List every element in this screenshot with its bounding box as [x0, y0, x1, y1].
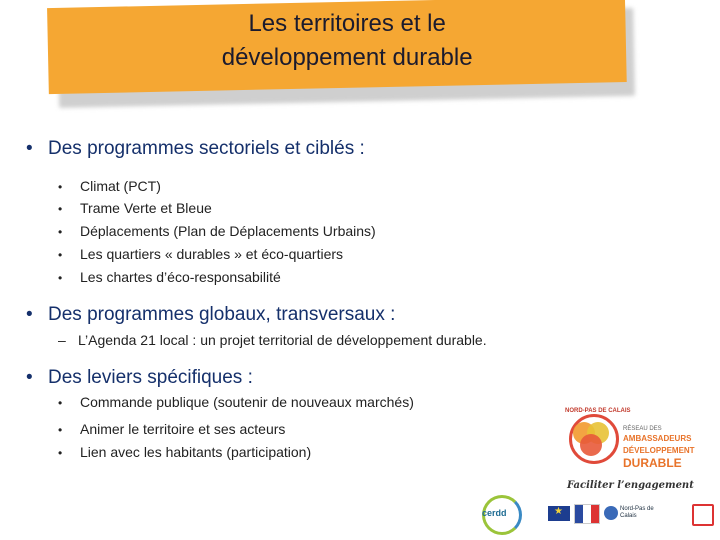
badge-title: AMBASSADEURS	[623, 434, 692, 443]
badge-slogan: Faciliter l’engagement	[567, 480, 694, 491]
section-heading-levers: • Des leviers spécifiques :	[26, 367, 253, 388]
npdc-icon	[604, 506, 618, 520]
badge-small-text: RÉSEAU DES	[623, 426, 662, 432]
bullet-dot: •	[26, 367, 33, 388]
region-mark-icon	[692, 504, 714, 526]
section-heading-global: • Des programmes globaux, transversaux :	[26, 304, 396, 325]
badge-durable: DURABLE	[623, 456, 682, 470]
ambassadeurs-logo	[563, 408, 698, 498]
list-item: • Les chartes d’éco-responsabilité	[58, 269, 281, 285]
bullet-dot: •	[26, 138, 33, 159]
region-logo	[690, 502, 712, 524]
bullet-dot: •	[26, 304, 33, 325]
list-item: • Animer le territoire et ses acteurs	[58, 421, 286, 437]
badge-circle-icon	[580, 434, 602, 456]
list-item: • Commande publique (soutenir de nouveaux marchés)	[58, 394, 414, 410]
cerdd-text: cerdd	[482, 508, 507, 518]
list-item: • Climat (PCT)	[58, 178, 161, 194]
badge-subtitle: DÉVELOPPEMENT	[623, 446, 695, 455]
badge-arc-text: NORD-PAS DE CALAIS	[565, 408, 631, 414]
cerdd-logo	[478, 495, 522, 533]
list-item: • Trame Verte et Bleue	[58, 200, 212, 216]
section-heading-sectoral: • Des programmes sectoriels et ciblés :	[26, 138, 365, 159]
npdc-text: Nord-Pas de Calais	[620, 506, 654, 519]
npdc-logo	[604, 504, 660, 522]
title-line-1: Les territoires et le	[248, 9, 446, 37]
eu-flag-icon	[548, 506, 570, 521]
list-item: – L’Agenda 21 local : un projet territorial de développement durable.	[58, 332, 487, 348]
france-flag-icon	[574, 504, 600, 524]
list-item: • Les quartiers « durables » et éco-quartiers	[58, 246, 344, 262]
list-item: • Lien avec les habitants (participation)	[58, 444, 312, 460]
list-item: • Déplacements (Plan de Déplacements Urbains)	[58, 223, 376, 239]
title-line-2: développement durable	[221, 43, 473, 71]
